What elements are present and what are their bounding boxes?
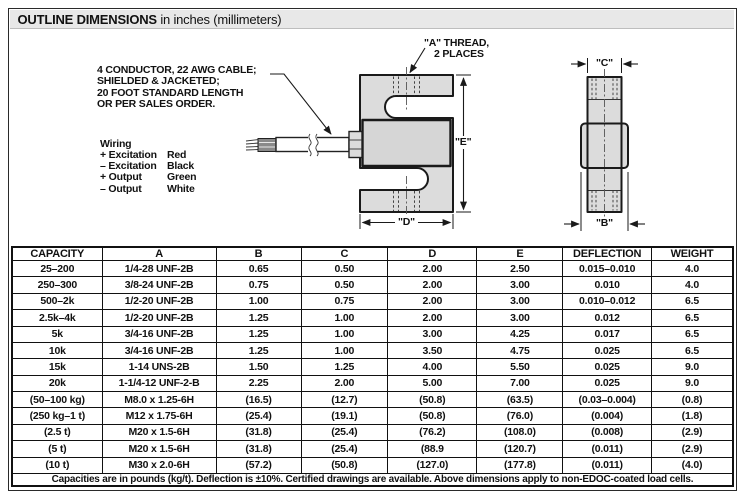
cell: 4.25: [477, 326, 563, 342]
table-row: [12, 375, 733, 391]
cell: 3.00: [477, 310, 563, 326]
wiring-color: Green: [167, 171, 197, 184]
cell: 2.00: [388, 277, 477, 293]
cell: 25–200: [12, 261, 102, 277]
table-row: [12, 408, 733, 424]
cell: 9.0: [651, 359, 733, 375]
cell: 250–300: [12, 277, 102, 293]
table-body: [12, 261, 733, 474]
wiring-terminal: + Output: [100, 171, 142, 184]
cell: 0.75: [216, 277, 301, 293]
cell: (4.0): [651, 457, 733, 474]
cell: 1.00: [216, 293, 301, 309]
cell: (76.2): [388, 424, 477, 440]
cell: 0.017: [563, 326, 652, 342]
cell: 3.00: [477, 293, 563, 309]
cell: 4.0: [651, 261, 733, 277]
cell: (31.8): [216, 424, 301, 440]
table-row: [12, 310, 733, 326]
cell: (50.8): [388, 408, 477, 424]
cell: M20 x 1.5-6H: [102, 441, 216, 457]
wiring-title: Wiring: [100, 138, 132, 150]
cell: 500–2k: [12, 293, 102, 309]
cell: 3/4-16 UNF-2B: [102, 342, 216, 358]
cell: (0.8): [651, 392, 733, 408]
cell: 2.5k–4k: [12, 310, 102, 326]
dimensions-table: [11, 246, 734, 487]
cell: 0.65: [216, 261, 301, 277]
cell: (2.5 t): [12, 424, 102, 440]
cell: 15k: [12, 359, 102, 375]
cell: 0.010–0.012: [563, 293, 652, 309]
cell: 3.00: [388, 326, 477, 342]
table-row: [12, 457, 733, 474]
cell: 0.015–0.010: [563, 261, 652, 277]
cell: 2.00: [388, 261, 477, 277]
cell: (88.9: [388, 441, 477, 457]
cell: (25.4): [216, 408, 301, 424]
cell: 2.25: [216, 375, 301, 391]
cell: (2.9): [651, 441, 733, 457]
cell: 0.025: [563, 359, 652, 375]
wiring-legend: [100, 138, 196, 195]
cell: 1.25: [301, 359, 388, 375]
cell: 0.50: [301, 277, 388, 293]
cell: 1-1/4-12 UNF-2-B: [102, 375, 216, 391]
cell: 5.50: [477, 359, 563, 375]
table-row: [12, 359, 733, 375]
cell: (76.0): [477, 408, 563, 424]
a-thread-line2: 2 PLACES: [434, 48, 484, 61]
cell: (57.2): [216, 457, 301, 474]
cell: (25.4): [301, 424, 388, 440]
table-row: [12, 261, 733, 277]
cell: 20k: [12, 375, 102, 391]
cell: (120.7): [477, 441, 563, 457]
cell: (250 kg–1 t): [12, 408, 102, 424]
cell: M12 x 1.75-6H: [102, 408, 216, 424]
wiring-row: [100, 184, 196, 195]
cell: 2.00: [301, 375, 388, 391]
wiring-terminal: – Excitation: [100, 160, 157, 173]
cell: (0.008): [563, 424, 652, 440]
a-thread-label: [424, 38, 489, 60]
cell: (10 t): [12, 457, 102, 474]
cell: 6.5: [651, 293, 733, 309]
cell: 6.5: [651, 342, 733, 358]
wiring-terminal: + Excitation: [100, 149, 157, 161]
table-row: [12, 326, 733, 342]
dim-label-e: "E": [455, 136, 472, 148]
table-row: [12, 392, 733, 408]
cell: 1/4-28 UNF-2B: [102, 261, 216, 277]
cable-note: [97, 65, 256, 111]
table-row: [12, 277, 733, 293]
cell: 3.50: [388, 342, 477, 358]
cell: 3/8-24 UNF-2B: [102, 277, 216, 293]
section-title-bar: [10, 10, 734, 29]
dimensions-table-container: [11, 246, 734, 487]
table-footnote: Capacities are in pounds (kg/t). Deflection is ±10%. Certified drawings are available. Above dimensions apply to non-EDOC-coated load cells.: [12, 474, 733, 487]
cell: 7.00: [477, 375, 563, 391]
cell: 1.50: [216, 359, 301, 375]
cell: 2.00: [388, 310, 477, 326]
column-header: CAPACITY: [12, 247, 102, 261]
cell: (50.8): [301, 457, 388, 474]
cell: (19.1): [301, 408, 388, 424]
column-header: WEIGHT: [651, 247, 733, 261]
cable-note-line: SHIELDED & JACKETED;: [97, 75, 220, 88]
cell: 4.0: [651, 277, 733, 293]
cell: 1.00: [301, 342, 388, 358]
cell: (0.011): [563, 457, 652, 474]
cell: 6.5: [651, 326, 733, 342]
a-thread-line1: "A" THREAD,: [424, 37, 489, 49]
dim-label-c: "C": [596, 57, 613, 69]
column-header: E: [477, 247, 563, 261]
table-row: [12, 441, 733, 457]
section-subtitle: in inches (millimeters): [156, 11, 282, 27]
cell: 2.00: [388, 293, 477, 309]
wiring-color: White: [167, 182, 195, 195]
cell: 3/4-16 UNF-2B: [102, 326, 216, 342]
cell: 0.012: [563, 310, 652, 326]
dim-label-b: "B": [596, 217, 613, 229]
cell: M20 x 1.5-6H: [102, 424, 216, 440]
cell: 6.5: [651, 310, 733, 326]
cell: 2.50: [477, 261, 563, 277]
cell: 0.010: [563, 277, 652, 293]
column-header: C: [301, 247, 388, 261]
column-header: D: [388, 247, 477, 261]
cell: 1.00: [301, 326, 388, 342]
column-header: DEFLECTION: [563, 247, 652, 261]
table-row: [12, 293, 733, 309]
cell: 1.25: [216, 326, 301, 342]
cell: 0.75: [301, 293, 388, 309]
cell: M30 x 2.0-6H: [102, 457, 216, 474]
cell: 1.25: [216, 310, 301, 326]
cell: (63.5): [477, 392, 563, 408]
cell: 0.025: [563, 342, 652, 358]
cell: 1.25: [216, 342, 301, 358]
cell: (0.03–0.004): [563, 392, 652, 408]
wiring-color: Black: [167, 160, 195, 173]
wiring-color: Red: [167, 149, 187, 161]
cell: 3.00: [477, 277, 563, 293]
cell: (127.0): [388, 457, 477, 474]
cell: (2.9): [651, 424, 733, 440]
cell: (31.8): [216, 441, 301, 457]
table-head-row: [12, 247, 733, 261]
cell: (108.0): [477, 424, 563, 440]
cell: (25.4): [301, 441, 388, 457]
cell: 4.75: [477, 342, 563, 358]
cell: (12.7): [301, 392, 388, 408]
cable-note-line: OR PER SALES ORDER.: [97, 98, 216, 111]
cell: M8.0 x 1.25-6H: [102, 392, 216, 408]
wiring-terminal: – Output: [100, 182, 142, 195]
table-foot-row: [12, 474, 733, 487]
cell: (177.8): [477, 457, 563, 474]
section-title: OUTLINE DIMENSIONS: [17, 11, 157, 27]
cell: 5k: [12, 326, 102, 342]
cell: 1/2-20 UNF-2B: [102, 310, 216, 326]
column-header: A: [102, 247, 216, 261]
cell: 1.00: [301, 310, 388, 326]
cell: 0.025: [563, 375, 652, 391]
column-header: B: [216, 247, 301, 261]
table-row: [12, 424, 733, 440]
cell: 10k: [12, 342, 102, 358]
cell: (16.5): [216, 392, 301, 408]
cable-note-line: 20 FOOT STANDARD LENGTH: [97, 86, 244, 99]
cable-note-line: 4 CONDUCTOR, 22 AWG CABLE;: [97, 64, 257, 76]
cell: 9.0: [651, 375, 733, 391]
cell: (50.8): [388, 392, 477, 408]
cell: 1-14 UNS-2B: [102, 359, 216, 375]
cell: (50–100 kg): [12, 392, 102, 408]
cell: 4.00: [388, 359, 477, 375]
cell: (0.011): [563, 441, 652, 457]
cell: 5.00: [388, 375, 477, 391]
cell: (0.004): [563, 408, 652, 424]
cell: (1.8): [651, 408, 733, 424]
table-row: [12, 342, 733, 358]
cell: 0.50: [301, 261, 388, 277]
cell: (5 t): [12, 441, 102, 457]
dim-label-d: "D": [395, 216, 418, 229]
cell: 1/2-20 UNF-2B: [102, 293, 216, 309]
